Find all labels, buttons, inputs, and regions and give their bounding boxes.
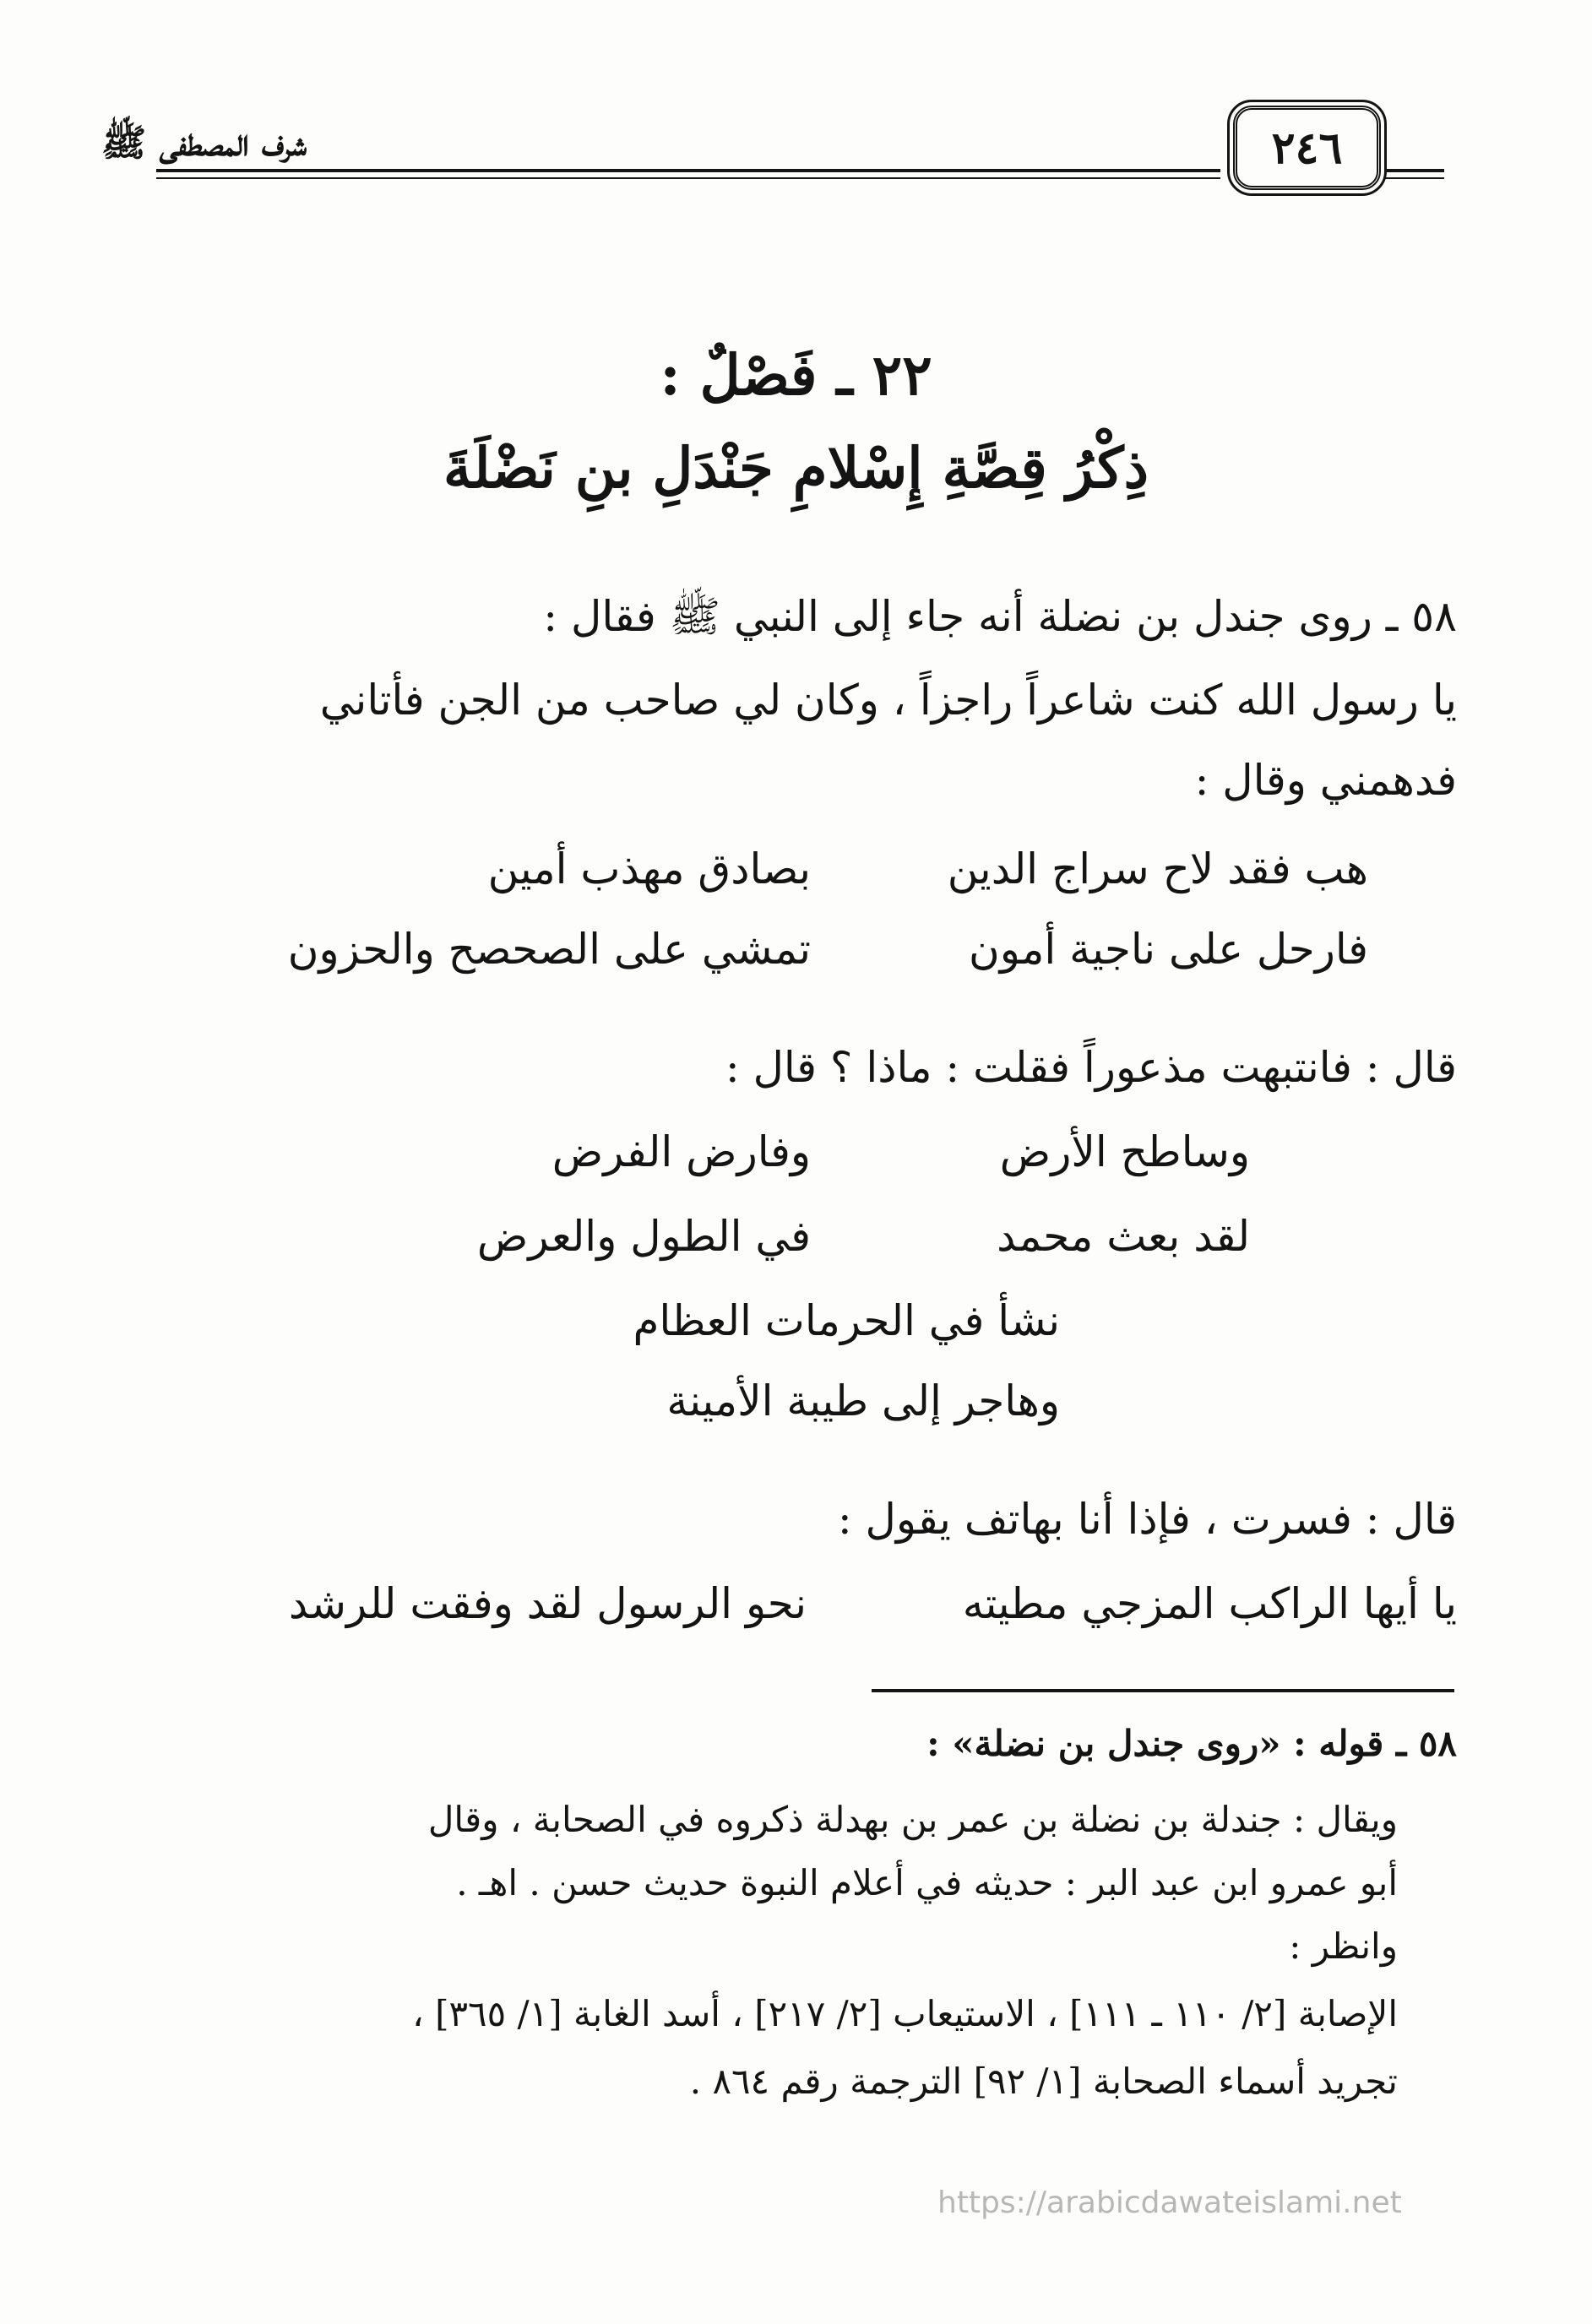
- footnote-line: أبو عمرو ابن عبد البر : حديثه في أعلام النبوة حديث حسن . اهـ .: [456, 1862, 1398, 1903]
- verse-first-hemistich: هب فقد لاح سراج الدين: [947, 844, 1368, 893]
- watermark-url: https://arabicdawateislami.net: [937, 2186, 1402, 2220]
- chapter-title: ٢٢ ـ فَصْلٌ :: [660, 342, 932, 408]
- running-header-title: شرف المصطفى ﷺ: [101, 122, 307, 165]
- verse-first-hemistich: وساطح الأرض: [999, 1127, 1250, 1176]
- verse-first-hemistich: يا أيها الراكب المزجي مطيته: [962, 1579, 1457, 1628]
- header-rule: [156, 169, 1220, 172]
- verse-first-hemistich: فارحل على ناجية أمون: [969, 925, 1368, 974]
- body-line: قال : فانتبهت مذعوراً فقلت : ماذا ؟ قال :: [725, 1043, 1457, 1092]
- footnote-line: تجريد أسماء الصحابة [١/ ٩٢] الترجمة رقم ٨٦٤ .: [689, 2061, 1398, 2102]
- footnote-heading: ٥٨ ـ قوله : «روى جندل بن نضلة» :: [926, 1723, 1457, 1764]
- verse-second-hemistich: في الطول والعرض: [476, 1212, 811, 1261]
- verse-line: وهاجر إلى طيبة الأمينة: [666, 1376, 1060, 1425]
- page-number: ٢٤٦: [1271, 122, 1343, 174]
- verse-first-hemistich: لقد بعث محمد: [997, 1212, 1250, 1261]
- footnote-line: وانظر :: [1289, 1925, 1398, 1967]
- verse-second-hemistich: تمشي على الصحصح والحزون: [287, 925, 811, 974]
- body-line: ٥٨ ـ روى جندل بن نضلة أنه جاء إلى النبي ﷺ فقال :: [543, 592, 1457, 641]
- verse-second-hemistich: وفارض الفرض: [551, 1127, 811, 1176]
- body-line: يا رسول الله كنت شاعراً راجزاً ، وكان لي صاحب من الجن فأتاني: [319, 676, 1457, 725]
- body-line: فدهمني وقال :: [1194, 756, 1457, 805]
- footnote-line: ويقال : جندلة بن نضلة بن عمر بن بهدلة ذكروه في الصحابة ، وقال: [427, 1799, 1398, 1840]
- verse-second-hemistich: نحو الرسول لقد وفقت للرشد: [288, 1579, 807, 1628]
- header-rule-right-thin: [1385, 177, 1444, 179]
- verse-second-hemistich: بصادق مهذب أمين: [487, 844, 811, 893]
- page-number-frame: [1233, 106, 1381, 190]
- body-line: قال : فسرت ، فإذا أنا بهاتف يقول :: [837, 1495, 1457, 1544]
- header-rule-right: [1385, 169, 1444, 172]
- footnote-separator: [872, 1689, 1454, 1692]
- header-rule-thin: [156, 177, 1220, 179]
- verse-line: نشأ في الحرمات العظام: [633, 1296, 1060, 1345]
- footnote-line: الإصابة [٢/ ١١٠ ـ ١١١] ، الاستيعاب [٢/ ٢١٧] ، أسد الغابة [١/ ٣٦٥] ،: [412, 1993, 1398, 2034]
- chapter-subtitle: ذِكْرُ قِصَّةِ إِسْلامِ جَنْدَلِ بنِ نَضْلَةَ: [443, 435, 1149, 501]
